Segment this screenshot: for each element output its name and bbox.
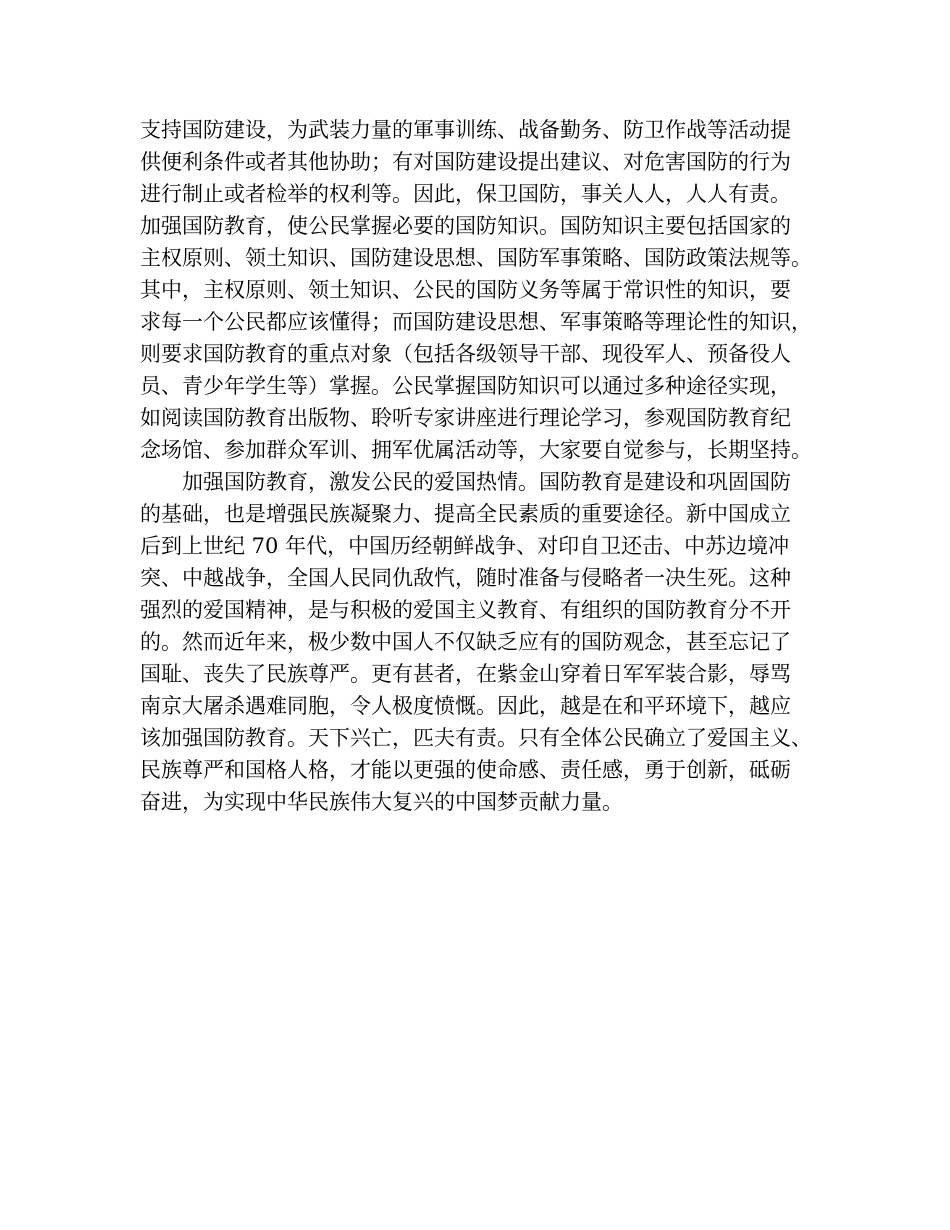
text-line: 求每一个公民都应该懂得；而国防建设思想、军事策略等理论性的知识， [140, 310, 812, 334]
text-line: 则要求国防教育的重点对象（包括各级领导干部、现役军人、预备役人 [140, 342, 791, 366]
paragraph [140, 466, 830, 818]
text-line: 的。然而近年来，极少数中国人不仅缺乏应有的国防观念，甚至忘记了 [140, 630, 791, 654]
text-line: 进行制止或者检举的权利等。因此，保卫国防，事关人人，人人有责。 [140, 182, 791, 206]
text-line: 国耻、丧失了民族尊严。更有甚者，在紫金山穿着日军军装合影，辱骂 [140, 662, 791, 686]
paragraph [140, 114, 830, 210]
text-line: 突、中越战争，全国人民同仇敌忾，随时准备与侵略者一决生死。这种 [140, 566, 791, 590]
text-line: 加强国防教育，使公民掌握必要的国防知识。国防知识主要包括国家的 [140, 214, 791, 238]
text-line: 其中，主权原则、领土知识、公民的国防义务等属于常识性的知识，要 [140, 278, 791, 302]
text-line: 的基础，也是增强民族凝聚力、提高全民素质的重要途径。新中国成立 [140, 502, 791, 526]
text-line: 念场馆、参加群众军训、拥军优属活动等，大家要自觉参与，长期坚持。 [140, 438, 812, 462]
text-line: 支持国防建设，为武装力量的軍事训练、战备勤务、防卫作战等活动提 [140, 118, 791, 142]
text-line: 加强国防教育，激发公民的爱国热情。国防教育是建设和巩固国防 [182, 470, 791, 494]
text-line: 员、青少年学生等）掌握。公民掌握国防知识可以通过多种途径实现， [140, 374, 791, 398]
text-line: 该加强国防教育。天下兴亡，匹夫有责。只有全体公民确立了爱国主义、 [140, 726, 812, 750]
text-line: 奋进，为实现中华民族伟大复兴的中国梦贡献力量。 [140, 790, 623, 814]
body-text [140, 114, 830, 818]
text-line: 主权原则、领土知识、国防建设思想、国防军事策略、国防政策法规等。 [140, 246, 812, 270]
text-line: 供便利条件或者其他协助；有对国防建设提出建议、对危害国防的行为 [140, 150, 791, 174]
paragraph [140, 210, 830, 466]
text-line: 民族尊严和国格人格，才能以更强的使命感、责任感，勇于创新，砥砺 [140, 758, 791, 782]
text-line: 后到上世纪 70 年代，中国历经朝鲜战争、对印自卫还击、中苏边境冲 [140, 534, 790, 558]
text-line: 强烈的爱国精神，是与积极的爱国主义教育、有组织的国防教育分不开 [140, 598, 791, 622]
text-line: 南京大屠杀遇难同胞，令人极度愤慨。因此，越是在和平环境下，越应 [140, 694, 791, 718]
text-line: 如阅读国防教育出版物、聆听专家讲座进行理论学习，参观国防教育纪 [140, 406, 791, 430]
